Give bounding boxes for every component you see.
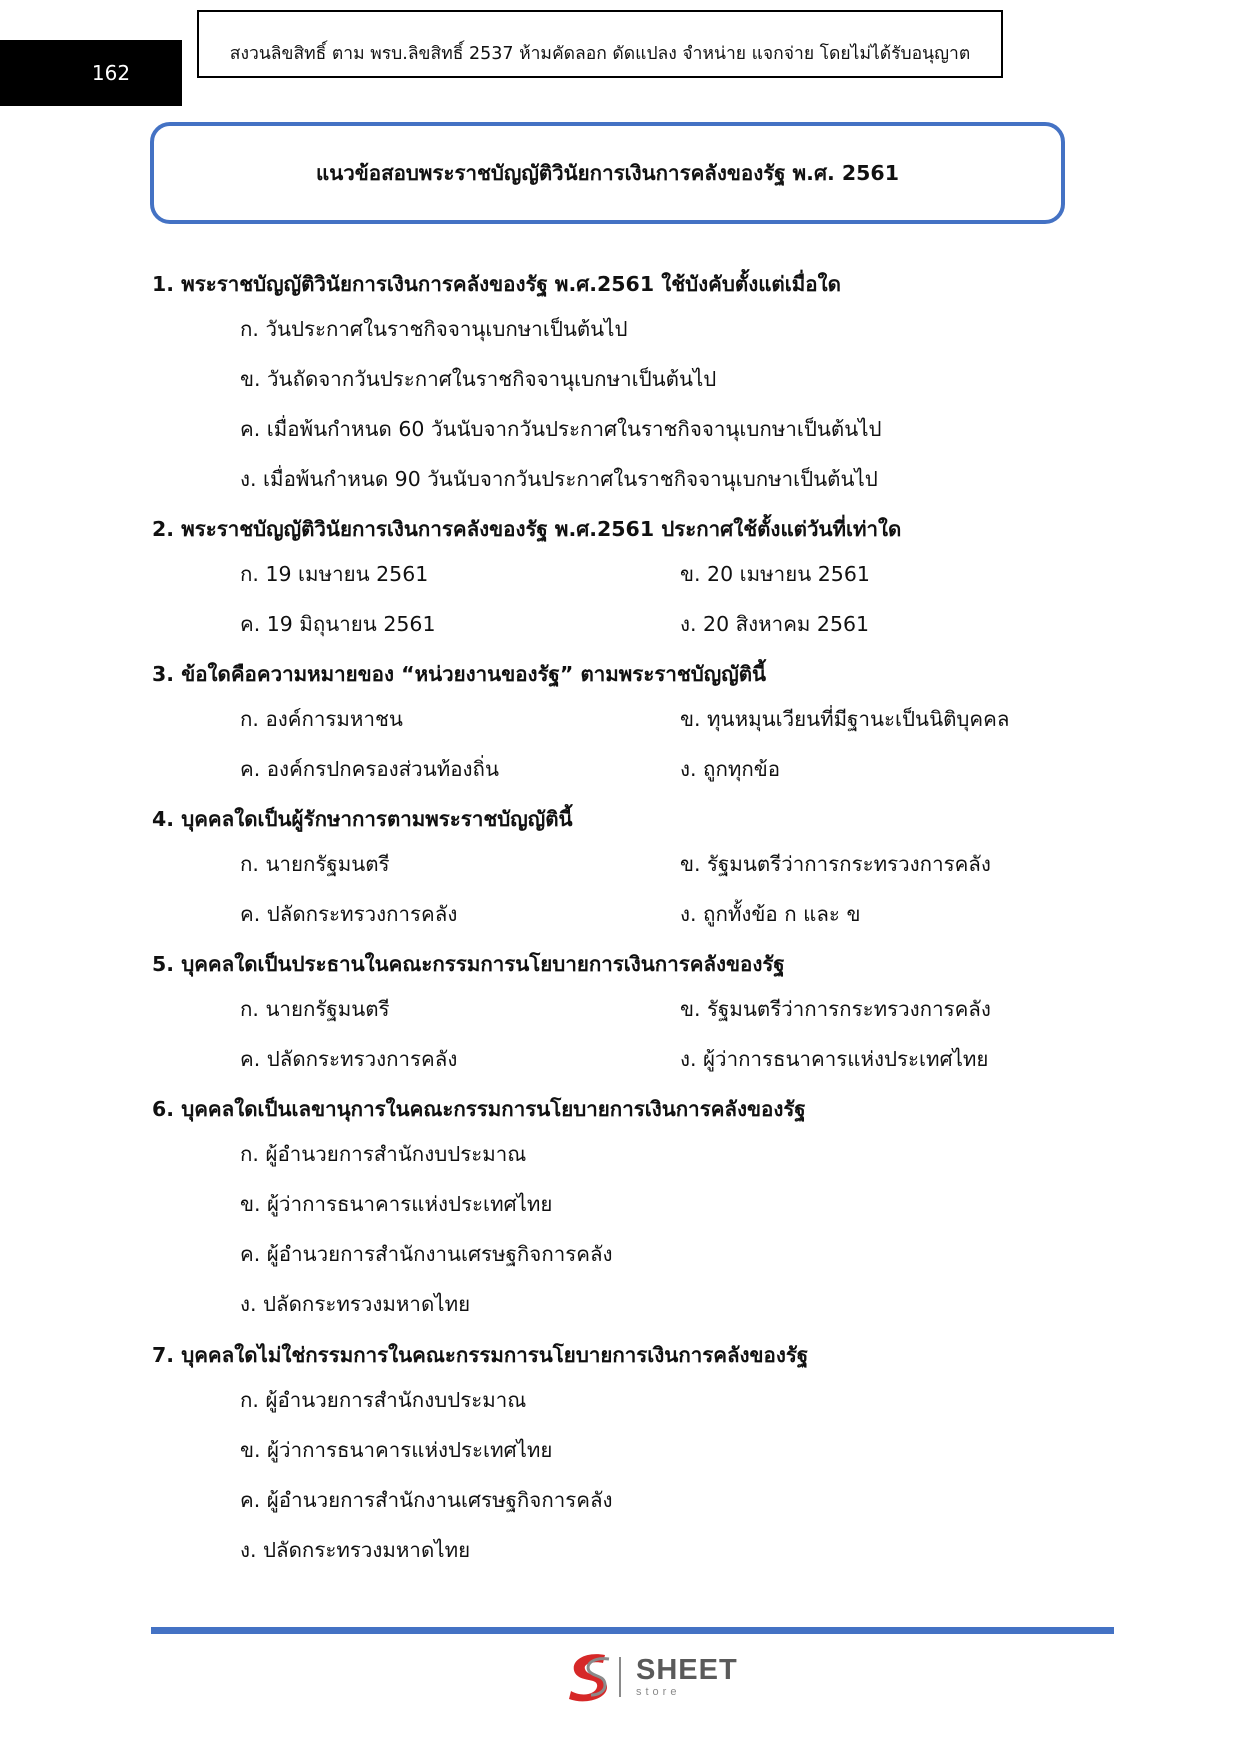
logo-subtext: store bbox=[636, 1686, 681, 1698]
copyright-notice bbox=[197, 10, 1003, 78]
question-3-option-a: ก. องค์การมหาชน bbox=[240, 707, 403, 731]
question-5-option-d: ง. ผู้ว่าการธนาคารแห่งประเทศไทย bbox=[680, 1047, 989, 1071]
page-number-badge bbox=[0, 40, 182, 106]
question-2-option-d: ง. 20 สิงหาคม 2561 bbox=[680, 612, 870, 636]
question-4-option-b: ข. รัฐมนตรีว่าการกระทรวงการคลัง bbox=[680, 852, 991, 876]
question-6-option-c: ค. ผู้อำนวยการสำนักงานเศรษฐกิจการคลัง bbox=[240, 1242, 613, 1266]
question-7-option-b: ข. ผู้ว่าการธนาคารแห่งประเทศไทย bbox=[240, 1438, 553, 1462]
question-1-option-a: ก. วันประกาศในราชกิจจานุเบกษาเป็นต้นไป bbox=[240, 317, 628, 341]
question-4-option-a: ก. นายกรัฐมนตรี bbox=[240, 852, 390, 876]
copyright-text: สงวนลิขสิทธิ์ ตาม พรบ.ลิขสิทธิ์ 2537 ห้ามคัดลอก ดัดแปลง จำหน่าย แจกจ่าย โดยไม่ได้รับอนุญาต bbox=[229, 44, 971, 64]
question-1: 1. พระราชบัญญัติวินัยการเงินการคลังของรัฐ พ.ศ.2561 ใช้บังคับตั้งแต่เมื่อใด bbox=[152, 272, 841, 296]
footer-rule bbox=[151, 1627, 1114, 1634]
question-4-option-c: ค. ปลัดกระทรวงการคลัง bbox=[240, 902, 458, 926]
logo-text: SHEET bbox=[636, 1654, 738, 1686]
question-3-option-c: ค. องค์กรปกครองส่วนท้องถิ่น bbox=[240, 757, 499, 781]
question-2-option-c: ค. 19 มิถุนายน 2561 bbox=[240, 612, 436, 636]
exam-title-box bbox=[150, 122, 1065, 224]
question-2: 2. พระราชบัญญัติวินัยการเงินการคลังของรัฐ พ.ศ.2561 ประกาศใช้ตั้งแต่วันที่เท่าใด bbox=[152, 517, 902, 541]
question-7-option-c: ค. ผู้อำนวยการสำนักงานเศรษฐกิจการคลัง bbox=[240, 1488, 613, 1512]
exam-title: แนวข้อสอบพระราชบัญญัติวินัยการเงินการคลังของรัฐ พ.ศ. 2561 bbox=[316, 160, 899, 185]
question-6-option-a: ก. ผู้อำนวยการสำนักงบประมาณ bbox=[240, 1142, 527, 1166]
question-5: 5. บุคคลใดเป็นประธานในคณะกรรมการนโยบายการเงินการคลังของรัฐ bbox=[152, 952, 785, 976]
question-1-option-b: ข. วันถัดจากวันประกาศในราชกิจจานุเบกษาเป็นต้นไป bbox=[240, 367, 717, 391]
question-4: 4. บุคคลใดเป็นผู้รักษาการตามพระราชบัญญัตินี้ bbox=[152, 807, 573, 831]
question-5-option-c: ค. ปลัดกระทรวงการคลัง bbox=[240, 1047, 458, 1071]
question-3: 3. ข้อใดคือความหมายของ “หน่วยงานของรัฐ” ตามพระราชบัญญัตินี้ bbox=[152, 662, 767, 686]
question-1-option-c: ค. เมื่อพ้นกำหนด 60 วันนับจากวันประกาศในราชกิจจานุเบกษาเป็นต้นไป bbox=[240, 417, 882, 441]
question-3-option-d: ง. ถูกทุกข้อ bbox=[680, 757, 781, 781]
question-1-option-d: ง. เมื่อพ้นกำหนด 90 วันนับจากวันประกาศในราชกิจจานุเบกษาเป็นต้นไป bbox=[240, 467, 878, 491]
question-6-option-b: ข. ผู้ว่าการธนาคารแห่งประเทศไทย bbox=[240, 1192, 553, 1216]
question-2-option-b: ข. 20 เมษายน 2561 bbox=[680, 562, 870, 586]
question-5-option-a: ก. นายกรัฐมนตรี bbox=[240, 997, 390, 1021]
question-6: 6. บุคคลใดเป็นเลขานุการในคณะกรรมการนโยบายการเงินการคลังของรัฐ bbox=[152, 1097, 806, 1121]
question-6-option-d: ง. ปลัดกระทรวงมหาดไทย bbox=[240, 1292, 471, 1316]
question-4-option-d: ง. ถูกทั้งข้อ ก และ ข bbox=[680, 902, 861, 926]
page-number: 162 bbox=[91, 61, 131, 85]
question-7: 7. บุคคลใดไม่ใช่กรรมการในคณะกรรมการนโยบายการเงินการคลังของรัฐ bbox=[152, 1343, 809, 1367]
question-7-option-d: ง. ปลัดกระทรวงมหาดไทย bbox=[240, 1538, 471, 1562]
question-3-option-b: ข. ทุนหมุนเวียนที่มีฐานะเป็นนิติบุคคล bbox=[680, 707, 1010, 731]
question-2-option-a: ก. 19 เมษายน 2561 bbox=[240, 562, 429, 586]
question-5-option-b: ข. รัฐมนตรีว่าการกระทรวงการคลัง bbox=[680, 997, 991, 1021]
question-7-option-a: ก. ผู้อำนวยการสำนักงบประมาณ bbox=[240, 1388, 527, 1412]
